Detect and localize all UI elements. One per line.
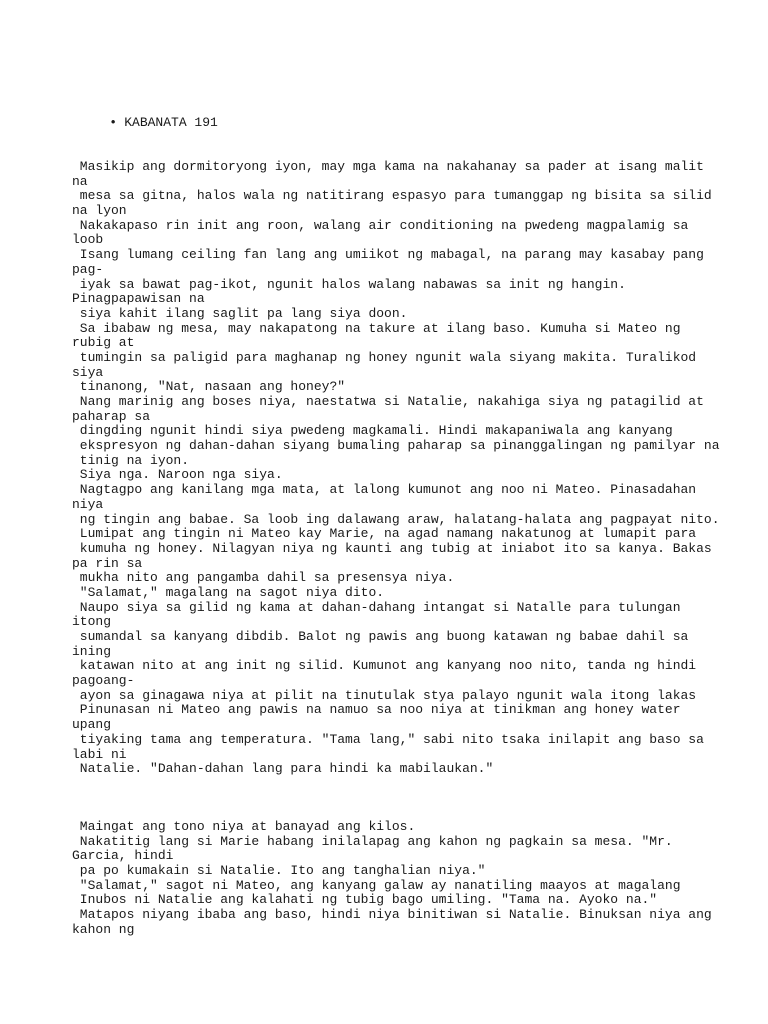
body-text-block-1 <box>72 160 720 777</box>
text-line: dingding ngunit hindi siya pwedeng magkamali. Hindi makapaniwala ang kanyang <box>72 423 673 439</box>
text-line: pagoang- <box>72 673 135 689</box>
text-line: upang <box>72 717 112 733</box>
text-line: ayon sa ginagawa niya at pilit na tinutulak stya palayo ngunit wala itong lakas <box>72 687 697 703</box>
body-text-block-2 <box>72 820 712 938</box>
text-line: Siya nga. Naroon nga siya. <box>72 467 283 483</box>
text-line: loob <box>72 232 104 248</box>
text-line: Natalie. "Dahan-dahan lang para hindi ka mabilaukan." <box>72 761 494 777</box>
text-line: paharap sa <box>72 408 151 424</box>
text-line: kumuha ng honey. Nilagyan niya ng kaunti ang tubig at iniabot ito sa kanya. Bakas <box>72 540 712 556</box>
text-line: Maingat ang tono niya at banayad ang kilos. <box>72 819 416 834</box>
text-line: "Salamat," sagot ni Mateo, ang kanyang galaw ay nanatiling maayos at magalang <box>72 877 681 893</box>
text-line: siya kahit ilang saglit pa lang siya doon. <box>72 305 408 321</box>
text-line: tiyaking tama ang temperatura. "Tama lang," sabi nito tsaka inilapit ang baso sa <box>72 731 704 747</box>
text-line: pag- <box>72 261 104 277</box>
text-line: pa po kumakain si Natalie. Ito ang tanghalian niya." <box>72 863 486 879</box>
text-line: Inubos ni Natalie ang kalahati ng tubig bago umiling. "Tama na. Ayoko na." <box>72 892 658 908</box>
text-line: tinanong, "Nat, nasaan ang honey?" <box>72 379 346 395</box>
text-line: "Salamat," magalang na sagot niya dito. <box>72 584 385 600</box>
text-line: Pinunasan ni Mateo ang pawis na namuo sa noo niya at tinikman ang honey water <box>72 702 681 718</box>
text-line: iyak sa bawat pag-ikot, ngunit halos walang nabawas sa init ng hangin. <box>72 276 626 292</box>
text-line: Sa ibabaw ng mesa, may nakapatong na takure at ilang baso. Kumuha si Mateo ng <box>72 320 681 336</box>
text-line: pa rin sa <box>72 555 143 571</box>
text-line: ining <box>72 643 112 659</box>
text-line: Nakakapaso rin init ang roon, walang air conditioning na pwedeng magpalamig sa <box>72 217 689 233</box>
text-line: ekspresyon ng dahan-dahan siyang bumaling paharap sa pinanggalingan ng pamilyar na <box>72 438 720 454</box>
text-line: mukha nito ang pangamba dahil sa presensya niya. <box>72 570 455 586</box>
text-line: tinig na iyon. <box>72 452 190 468</box>
text-line: Pinagpapawisan na <box>72 291 205 307</box>
bullet-icon: • <box>109 115 118 130</box>
chapter-title: KABANATA 191 <box>124 115 218 130</box>
text-line: kahon ng <box>72 921 135 937</box>
chapter-heading <box>78 100 218 145</box>
text-line: sumandal sa kanyang dibdib. Balot ng pawis ang buong katawan ng babae dahil sa <box>72 629 689 644</box>
text-line: itong <box>72 614 112 630</box>
text-line: mesa sa gitna, halos wala ng natitirang espasyo para tumanggap ng bisita sa silid <box>72 188 712 204</box>
text-line: katawan nito at ang init ng silid. Kumunot ang kanyang noo nito, tanda ng hindi <box>72 658 697 674</box>
text-line: na <box>72 173 88 189</box>
text-line: Masikip ang dormitoryong iyon, may mga kama na nakahanay sa pader at isang malit <box>72 159 704 174</box>
text-line: ng tingin ang babae. Sa loob ing dalawang araw, halatang-halata ang pagpayat nito. <box>72 511 720 527</box>
text-line: Lumipat ang tingin ni Mateo kay Marie, na agad namang nakatunog at lumapit para <box>72 526 697 542</box>
text-line: siya <box>72 364 104 380</box>
text-line: Nang marinig ang boses niya, naestatwa si Natalie, nakahiga siya ng patagilid at <box>72 394 704 409</box>
text-line: labi ni <box>72 746 127 762</box>
text-line: rubig at <box>72 335 135 351</box>
text-line: Nakatitig lang si Marie habang inilalapag ang kahon ng pagkain sa mesa. "Mr. <box>72 833 673 849</box>
text-line: niya <box>72 496 104 512</box>
text-line: Nagtagpo ang kanilang mga mata, at lalong kumunot ang noo ni Mateo. Pinasadahan <box>72 482 697 498</box>
text-line: tumingin sa paligid para maghanap ng honey ngunit wala siyang makita. Turalikod <box>72 349 697 365</box>
text-line: Matapos niyang ibaba ang baso, hindi niya binitiwan si Natalie. Binuksan niya ang <box>72 907 712 923</box>
text-line: Naupo siya sa gilid ng kama at dahan-dahang intangat si Natalle para tulungan <box>72 599 681 615</box>
text-line: Isang lumang ceiling fan lang ang umiikot ng mabagal, na parang may kasabay pang <box>72 247 704 263</box>
text-line: Garcia, hindi <box>72 848 174 864</box>
text-line: na lyon <box>72 203 127 219</box>
